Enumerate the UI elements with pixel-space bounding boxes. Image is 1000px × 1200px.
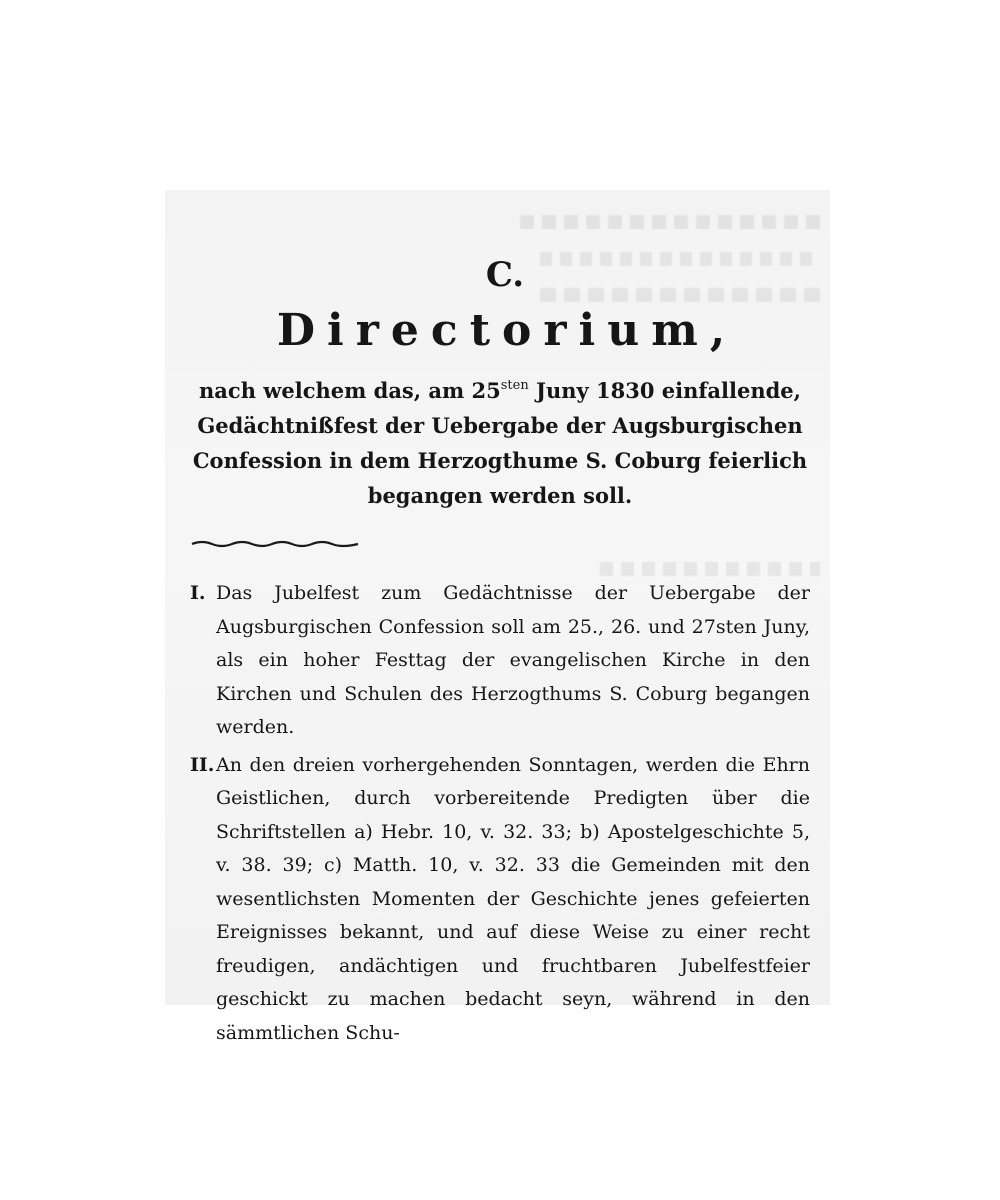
subtitle-after: Juny 1830 einfallende, Gedächtnißfest der Uebergabe der Augsburgischen Confession in dem Herzogthume S. Coburg feierlich begangen werden soll. xyxy=(192,378,808,508)
paragraph-2 xyxy=(190,749,810,1051)
paragraph-text: An den dreien vorhergehenden Sonntagen, werden die Ehrn Geistlichen, durch vorbereitende Predigten über die Schriftstellen a) Hebr. 10, v. 32. 33; b) Apostelgeschichte 5, v. 38. 39; c) Matth. 10, v. 32. 33 die Gemeinden mit den wesentlichsten Momenten der Geschichte jenes gefeierten Ereignisses bekannt, und auf diese Weise zu einer recht freudigen, andächtigen und fruchtbaren Jubelfestfeier geschickt zu machen bedacht seyn, während in den sämmtlichen Schu- xyxy=(216,753,810,1044)
subtitle-superscript: sten xyxy=(500,378,529,393)
paragraph-text: Das Jubelfest zum Gedächtnisse der Uebergabe der Augsburgischen Confession soll am 25., 26. und 27sten Juny, als ein hoher Festtag der evangelischen Kirche in den Kirchen und Schulen des Herzogthums S. Coburg begangen werden. xyxy=(216,582,810,738)
paragraph-number: II. xyxy=(190,753,215,776)
paragraph-number: I. xyxy=(190,582,206,604)
subtitle-before: nach welchem das, am 25 xyxy=(199,378,501,403)
section-letter: C. xyxy=(485,255,525,295)
show-through-line xyxy=(520,215,820,229)
document-text xyxy=(190,255,810,1054)
document-title: Directorium, xyxy=(276,305,738,356)
document-subtitle xyxy=(190,368,810,513)
ornament-divider xyxy=(190,539,360,549)
paragraph-1 xyxy=(190,577,810,745)
